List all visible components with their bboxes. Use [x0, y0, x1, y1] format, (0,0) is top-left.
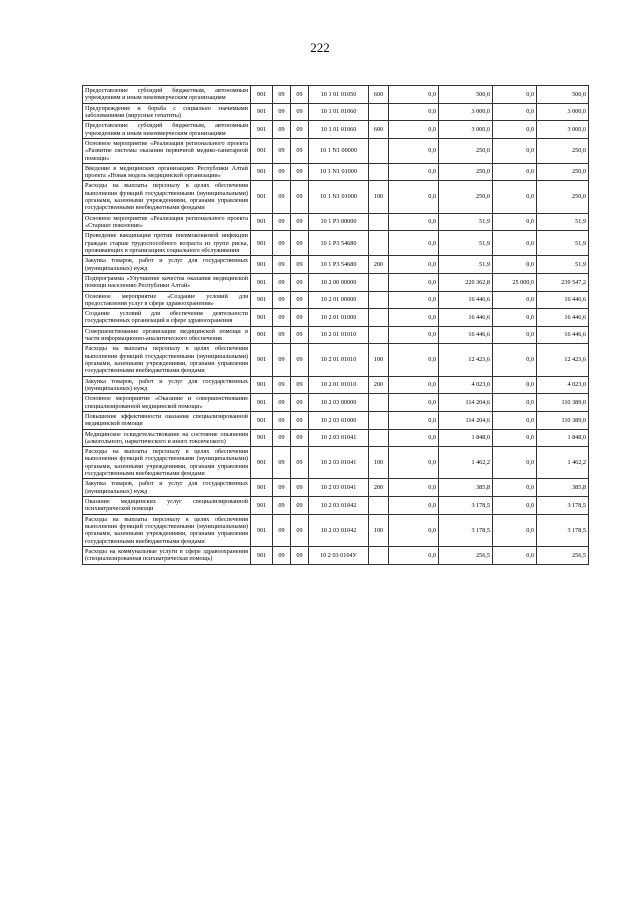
table-row — [83, 429, 589, 447]
page-number: 222 — [310, 40, 330, 55]
row-value-3: 0,0 — [493, 447, 537, 479]
row-name: Медицинское освидетельствование на состояние опьянения (алкогольного, наркотического и иного токсического) — [83, 429, 251, 447]
row-subsection-code: 09 — [291, 138, 309, 163]
table-row — [83, 309, 589, 327]
row-value-4: 3 000,0 — [537, 121, 589, 139]
row-value-2: 16 446,6 — [439, 309, 493, 327]
row-expense-type — [369, 546, 389, 564]
row-name: Предупреждение и борьба с социально значимыми заболеваниями (вирусные гепатиты) — [83, 103, 251, 121]
row-subsection-code: 09 — [291, 546, 309, 564]
table-row — [83, 447, 589, 479]
row-target-article: 10 2 01 01000 — [309, 309, 369, 327]
row-section-code: 09 — [273, 394, 291, 412]
row-target-article: 10 1 N1 00000 — [309, 138, 369, 163]
table-row — [83, 326, 589, 344]
row-value-1: 0,0 — [389, 376, 439, 394]
row-expense-type — [369, 429, 389, 447]
row-expense-type — [369, 138, 389, 163]
table-row — [83, 256, 589, 274]
row-ministry-code: 901 — [251, 376, 273, 394]
row-value-3: 0,0 — [493, 429, 537, 447]
row-target-article: 10 2 01 01010 — [309, 344, 369, 376]
row-value-1: 0,0 — [389, 291, 439, 309]
row-target-article: 10 1 01 01060 — [309, 103, 369, 121]
row-value-4: 500,0 — [537, 86, 589, 104]
row-ministry-code: 901 — [251, 181, 273, 213]
table-row — [83, 231, 589, 256]
row-section-code: 09 — [273, 309, 291, 327]
row-section-code: 09 — [273, 231, 291, 256]
row-ministry-code: 901 — [251, 514, 273, 546]
row-value-2: 3 000,0 — [439, 121, 493, 139]
row-name: Введение в медицинских организациях Республики Алтай проекта «Новая модель медицинской организации» — [83, 163, 251, 181]
row-ministry-code: 901 — [251, 429, 273, 447]
row-section-code: 09 — [273, 546, 291, 564]
table-row — [83, 103, 589, 121]
row-ministry-code: 901 — [251, 447, 273, 479]
row-value-4: 51,9 — [537, 213, 589, 231]
table-row — [83, 394, 589, 412]
row-target-article: 10 2 03 01041 — [309, 479, 369, 497]
row-value-4: 16 446,6 — [537, 309, 589, 327]
row-value-1: 0,0 — [389, 121, 439, 139]
row-ministry-code: 901 — [251, 273, 273, 291]
row-value-3: 0,0 — [493, 376, 537, 394]
row-section-code: 09 — [273, 497, 291, 515]
row-value-4: 51,9 — [537, 231, 589, 256]
row-value-3: 0,0 — [493, 291, 537, 309]
row-expense-type — [369, 394, 389, 412]
row-value-4: 110 389,0 — [537, 411, 589, 429]
row-value-4: 3 178,5 — [537, 497, 589, 515]
row-target-article: 10 1 P3 54680 — [309, 256, 369, 274]
row-target-article: 10 2 01 00000 — [309, 291, 369, 309]
table-row — [83, 514, 589, 546]
row-subsection-code: 09 — [291, 181, 309, 213]
row-expense-type: 200 — [369, 376, 389, 394]
row-value-3: 0,0 — [493, 213, 537, 231]
row-value-1: 0,0 — [389, 86, 439, 104]
row-value-1: 0,0 — [389, 497, 439, 515]
table-row — [83, 479, 589, 497]
row-ministry-code: 901 — [251, 231, 273, 256]
row-value-4: 4 023,0 — [537, 376, 589, 394]
row-section-code: 09 — [273, 326, 291, 344]
row-name: Проведение вакцинации против пневмококковой инфекции граждан старше трудоспособного возраста из групп риска, проживающих в организациях социального обслуживания — [83, 231, 251, 256]
row-subsection-code: 09 — [291, 256, 309, 274]
row-section-code: 09 — [273, 103, 291, 121]
row-value-3: 0,0 — [493, 514, 537, 546]
row-name: Закупка товаров, работ и услуг для государственных (муниципальных) нужд — [83, 256, 251, 274]
row-value-2: 4 023,0 — [439, 376, 493, 394]
row-value-1: 0,0 — [389, 429, 439, 447]
row-ministry-code: 901 — [251, 86, 273, 104]
row-target-article: 10 2 00 00000 — [309, 273, 369, 291]
row-value-2: 16 446,6 — [439, 326, 493, 344]
row-value-2: 114 204,6 — [439, 411, 493, 429]
row-name: Оказание медицинских услуг специализированной психиатрической помощи — [83, 497, 251, 515]
row-value-4: 12 423,6 — [537, 344, 589, 376]
row-subsection-code: 09 — [291, 411, 309, 429]
budget-table — [82, 85, 589, 565]
row-value-4: 250,0 — [537, 163, 589, 181]
row-section-code: 09 — [273, 479, 291, 497]
row-subsection-code: 09 — [291, 394, 309, 412]
row-value-3: 0,0 — [493, 326, 537, 344]
row-value-3: 0,0 — [493, 309, 537, 327]
row-expense-type — [369, 309, 389, 327]
row-value-2: 385,8 — [439, 479, 493, 497]
row-value-1: 0,0 — [389, 447, 439, 479]
row-expense-type — [369, 163, 389, 181]
table-row — [83, 291, 589, 309]
row-subsection-code: 09 — [291, 86, 309, 104]
row-expense-type: 100 — [369, 447, 389, 479]
row-value-4: 16 446,6 — [537, 291, 589, 309]
row-value-3: 0,0 — [493, 138, 537, 163]
row-name: Предоставление субсидий бюджетным, автономным учреждениям и иным некоммерческим организациям — [83, 86, 251, 104]
row-expense-type: 100 — [369, 181, 389, 213]
row-expense-type: 200 — [369, 256, 389, 274]
row-value-1: 0,0 — [389, 344, 439, 376]
row-target-article: 10 1 P3 00000 — [309, 213, 369, 231]
row-value-1: 0,0 — [389, 163, 439, 181]
row-name: Основное мероприятие «Оказание и совершенствование специализированной медицинской помощи» — [83, 394, 251, 412]
row-value-1: 0,0 — [389, 231, 439, 256]
row-ministry-code: 901 — [251, 121, 273, 139]
row-subsection-code: 09 — [291, 213, 309, 231]
row-value-4: 1 462,2 — [537, 447, 589, 479]
row-subsection-code: 09 — [291, 497, 309, 515]
row-value-3: 0,0 — [493, 497, 537, 515]
row-subsection-code: 09 — [291, 429, 309, 447]
table-row — [83, 181, 589, 213]
row-value-1: 0,0 — [389, 411, 439, 429]
row-subsection-code: 09 — [291, 163, 309, 181]
row-ministry-code: 901 — [251, 103, 273, 121]
row-subsection-code: 09 — [291, 291, 309, 309]
row-value-4: 110 389,0 — [537, 394, 589, 412]
row-value-1: 0,0 — [389, 181, 439, 213]
row-value-2: 1 848,0 — [439, 429, 493, 447]
row-section-code: 09 — [273, 86, 291, 104]
row-expense-type — [369, 326, 389, 344]
row-ministry-code: 901 — [251, 326, 273, 344]
row-section-code: 09 — [273, 181, 291, 213]
row-name: Совершенствование организации медицинской помощи в части информационно-аналитического обеспечения — [83, 326, 251, 344]
row-value-2: 500,0 — [439, 86, 493, 104]
row-ministry-code: 901 — [251, 163, 273, 181]
row-value-4: 250,0 — [537, 181, 589, 213]
row-value-2: 51,9 — [439, 213, 493, 231]
row-value-1: 0,0 — [389, 103, 439, 121]
row-value-4: 385,8 — [537, 479, 589, 497]
row-expense-type: 200 — [369, 479, 389, 497]
table-row — [83, 273, 589, 291]
row-name: Расходы на выплаты персоналу в целях обеспечения выполнения функций государственными (муниципальными) органами, казенными учреждениями, органами управления государственными внебюджетными фондами — [83, 344, 251, 376]
row-expense-type: 600 — [369, 86, 389, 104]
row-value-4: 51,9 — [537, 256, 589, 274]
row-value-3: 0,0 — [493, 394, 537, 412]
row-value-3: 0,0 — [493, 411, 537, 429]
row-value-1: 0,0 — [389, 213, 439, 231]
row-ministry-code: 901 — [251, 256, 273, 274]
row-expense-type: 600 — [369, 121, 389, 139]
row-target-article: 10 2 03 01041 — [309, 429, 369, 447]
row-value-1: 0,0 — [389, 326, 439, 344]
row-value-3: 0,0 — [493, 103, 537, 121]
row-expense-type — [369, 291, 389, 309]
row-value-4: 3 178,5 — [537, 514, 589, 546]
row-section-code: 09 — [273, 138, 291, 163]
row-target-article: 10 1 N1 01000 — [309, 181, 369, 213]
row-target-article: 10 1 N1 01000 — [309, 163, 369, 181]
row-subsection-code: 09 — [291, 121, 309, 139]
row-section-code: 09 — [273, 411, 291, 429]
row-target-article: 10 2 03 00000 — [309, 394, 369, 412]
row-expense-type — [369, 273, 389, 291]
row-value-3: 0,0 — [493, 479, 537, 497]
row-ministry-code: 901 — [251, 344, 273, 376]
row-value-4: 16 446,6 — [537, 326, 589, 344]
row-value-1: 0,0 — [389, 273, 439, 291]
row-value-3: 0,0 — [493, 181, 537, 213]
row-value-3: 0,0 — [493, 344, 537, 376]
row-ministry-code: 901 — [251, 497, 273, 515]
row-section-code: 09 — [273, 273, 291, 291]
row-section-code: 09 — [273, 447, 291, 479]
row-value-2: 250,0 — [439, 138, 493, 163]
row-ministry-code: 901 — [251, 213, 273, 231]
row-target-article: 10 2 03 01042 — [309, 514, 369, 546]
row-expense-type — [369, 213, 389, 231]
row-name: Повышение эффективности оказания специализированной медицинской помощи — [83, 411, 251, 429]
row-expense-type: 100 — [369, 514, 389, 546]
row-section-code: 09 — [273, 213, 291, 231]
row-value-3: 0,0 — [493, 231, 537, 256]
row-name: Закупка товаров, работ и услуг для государственных (муниципальных) нужд — [83, 479, 251, 497]
table-row — [83, 138, 589, 163]
row-subsection-code: 09 — [291, 514, 309, 546]
table-row — [83, 344, 589, 376]
row-name: Создание условий для обеспечения деятельности государственных организаций в сфере здравоохранения — [83, 309, 251, 327]
row-subsection-code: 09 — [291, 326, 309, 344]
row-name: Закупка товаров, работ и услуг для государственных (муниципальных) нужд — [83, 376, 251, 394]
row-name: Основное мероприятие «Реализация регионального проекта «Развитие системы оказания первичной медико-санитарной помощи» — [83, 138, 251, 163]
row-value-2: 51,9 — [439, 256, 493, 274]
row-expense-type — [369, 231, 389, 256]
row-value-1: 0,0 — [389, 479, 439, 497]
row-value-2: 16 446,6 — [439, 291, 493, 309]
row-ministry-code: 901 — [251, 394, 273, 412]
row-value-3: 0,0 — [493, 546, 537, 564]
row-value-2: 114 204,6 — [439, 394, 493, 412]
row-value-2: 51,9 — [439, 231, 493, 256]
row-value-4: 250,0 — [537, 138, 589, 163]
table-row — [83, 411, 589, 429]
row-section-code: 09 — [273, 344, 291, 376]
row-target-article: 10 2 03 01041 — [309, 447, 369, 479]
row-value-1: 0,0 — [389, 138, 439, 163]
table-row — [83, 163, 589, 181]
row-value-2: 3 178,5 — [439, 514, 493, 546]
row-value-3: 0,0 — [493, 163, 537, 181]
row-ministry-code: 901 — [251, 291, 273, 309]
row-section-code: 09 — [273, 429, 291, 447]
row-value-3: 0,0 — [493, 86, 537, 104]
row-target-article: 10 2 03 0104У — [309, 546, 369, 564]
row-name: Расходы на выплаты персоналу в целях обеспечения выполнения функций государственными (муниципальными) органами, казенными учреждениями, органами управления государственными внебюджетными фондами — [83, 181, 251, 213]
row-value-2: 250,0 — [439, 181, 493, 213]
row-target-article: 10 1 01 01060 — [309, 121, 369, 139]
row-expense-type: 100 — [369, 344, 389, 376]
row-value-2: 220 362,8 — [439, 273, 493, 291]
row-section-code: 09 — [273, 514, 291, 546]
row-section-code: 09 — [273, 256, 291, 274]
row-target-article: 10 2 01 01010 — [309, 326, 369, 344]
row-value-2: 12 423,6 — [439, 344, 493, 376]
row-target-article: 10 2 01 01010 — [309, 376, 369, 394]
row-value-2: 1 462,2 — [439, 447, 493, 479]
row-ministry-code: 901 — [251, 479, 273, 497]
row-value-1: 0,0 — [389, 514, 439, 546]
row-ministry-code: 901 — [251, 411, 273, 429]
row-value-4: 239 547,2 — [537, 273, 589, 291]
row-target-article: 10 2 03 01042 — [309, 497, 369, 515]
row-subsection-code: 09 — [291, 479, 309, 497]
row-name: Основное мероприятие «Реализация регионального проекта «Старшее поколение» — [83, 213, 251, 231]
row-target-article: 10 1 01 01050 — [309, 86, 369, 104]
row-ministry-code: 901 — [251, 309, 273, 327]
row-value-1: 0,0 — [389, 546, 439, 564]
row-target-article: 10 1 P3 54680 — [309, 231, 369, 256]
row-section-code: 09 — [273, 376, 291, 394]
row-name: Предоставление субсидий бюджетным, автономным учреждениям и иным некоммерческим организациям — [83, 121, 251, 139]
row-section-code: 09 — [273, 291, 291, 309]
row-expense-type — [369, 497, 389, 515]
row-section-code: 09 — [273, 121, 291, 139]
table-row — [83, 546, 589, 564]
row-subsection-code: 09 — [291, 231, 309, 256]
row-value-2: 3 000,0 — [439, 103, 493, 121]
table-row — [83, 213, 589, 231]
row-ministry-code: 901 — [251, 138, 273, 163]
row-value-3: 0,0 — [493, 121, 537, 139]
table-row — [83, 86, 589, 104]
row-value-1: 0,0 — [389, 394, 439, 412]
row-value-1: 0,0 — [389, 256, 439, 274]
row-subsection-code: 09 — [291, 103, 309, 121]
row-name: Расходы на коммунальные услуги в сфере здравоохранения (специализированная психиатрическая помощь) — [83, 546, 251, 564]
row-value-3: 25 000,0 — [493, 273, 537, 291]
row-name: Подпрограмма «Улучшение качества оказания медицинской помощи населению Республики Алтай» — [83, 273, 251, 291]
row-subsection-code: 09 — [291, 376, 309, 394]
row-value-2: 3 178,5 — [439, 497, 493, 515]
row-value-2: 250,0 — [439, 163, 493, 181]
row-value-3: 0,0 — [493, 256, 537, 274]
row-target-article: 10 2 03 01000 — [309, 411, 369, 429]
table-row — [83, 376, 589, 394]
row-value-1: 0,0 — [389, 309, 439, 327]
table-row — [83, 121, 589, 139]
row-name: Основное мероприятие «Создание условий для предоставления услуг в сфере здравоохранения» — [83, 291, 251, 309]
row-expense-type — [369, 103, 389, 121]
row-subsection-code: 09 — [291, 344, 309, 376]
row-subsection-code: 09 — [291, 273, 309, 291]
table-row — [83, 497, 589, 515]
row-value-4: 3 000,0 — [537, 103, 589, 121]
row-value-4: 256,5 — [537, 546, 589, 564]
row-subsection-code: 09 — [291, 309, 309, 327]
row-value-4: 1 848,0 — [537, 429, 589, 447]
row-ministry-code: 901 — [251, 546, 273, 564]
row-expense-type — [369, 411, 389, 429]
row-name: Расходы на выплаты персоналу в целях обеспечения выполнения функций государственными (муниципальными) органами, казенными учреждениями, органами управления государственными внебюджетными фондами — [83, 514, 251, 546]
row-subsection-code: 09 — [291, 447, 309, 479]
row-section-code: 09 — [273, 163, 291, 181]
row-name: Расходы на выплаты персоналу в целях обеспечения выполнения функций государственными (муниципальными) органами, казенными учреждениями, органами управления государственными внебюджетными фондами — [83, 447, 251, 479]
row-value-2: 256,5 — [439, 546, 493, 564]
